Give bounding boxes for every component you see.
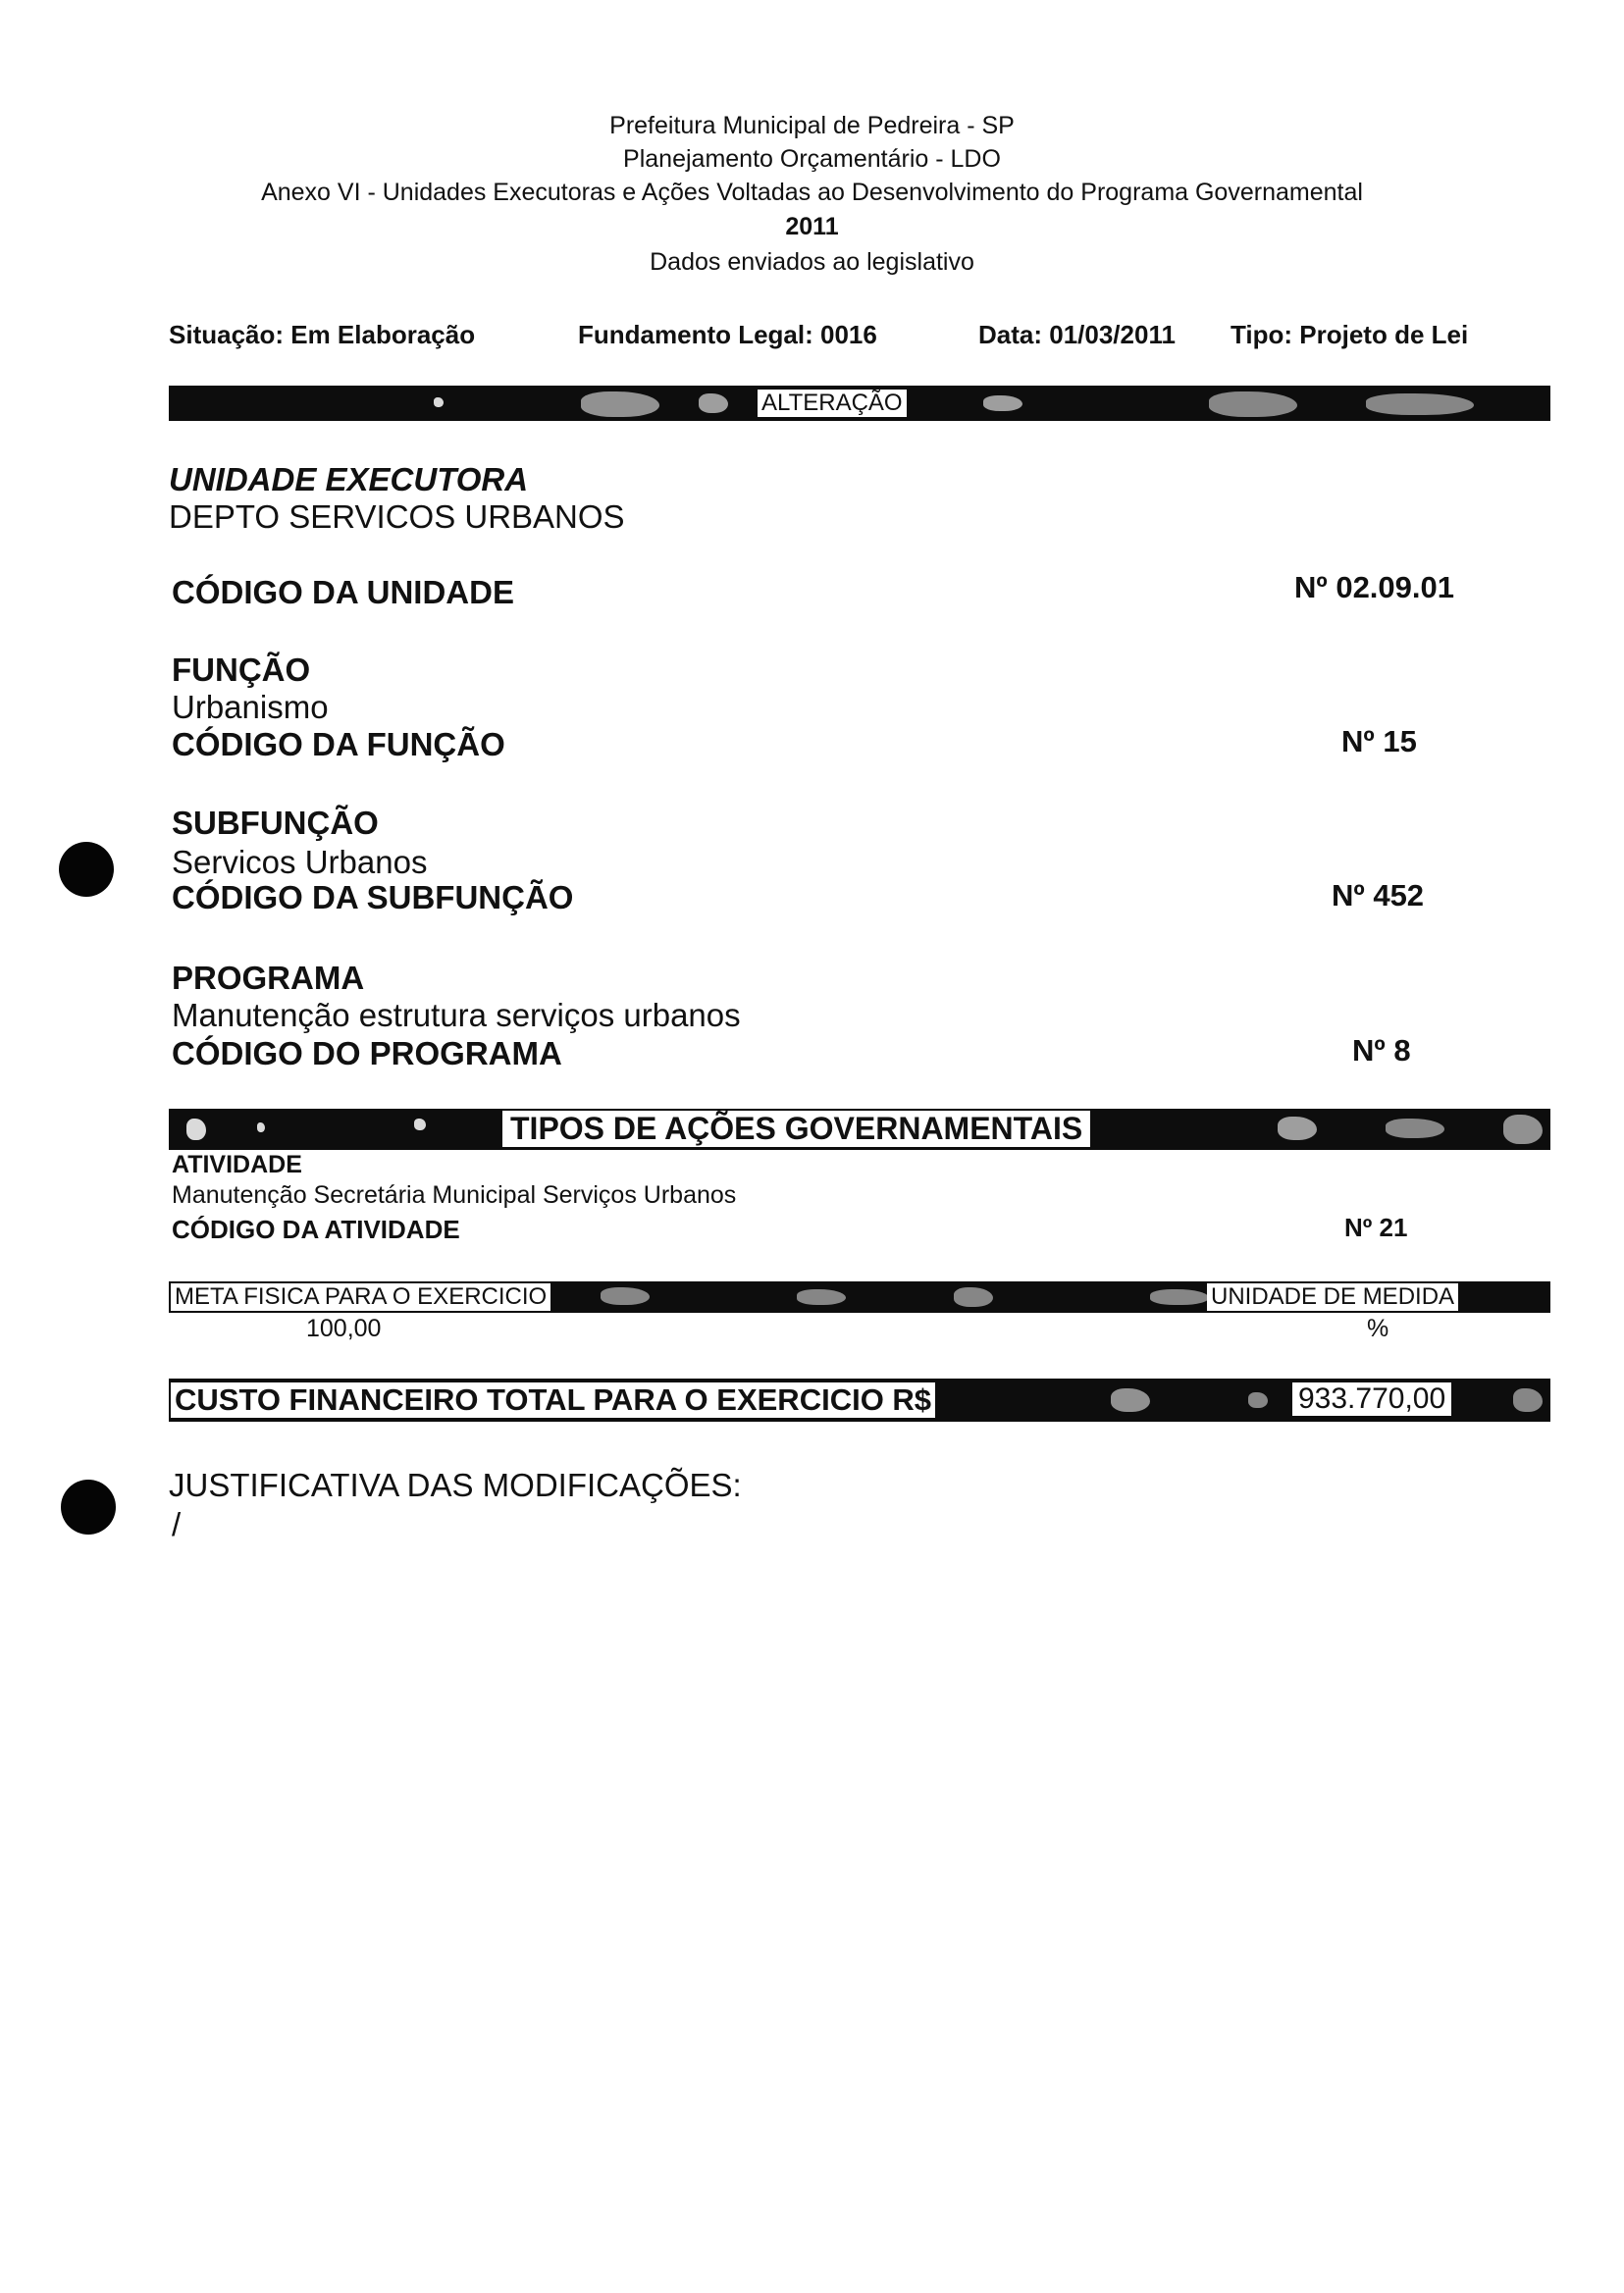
codigo-unidade-label: CÓDIGO DA UNIDADE xyxy=(172,574,514,610)
codigo-subfuncao-label: CÓDIGO DA SUBFUNÇÃO xyxy=(172,879,574,915)
unidade-label: UNIDADE EXECUTORA xyxy=(169,461,529,497)
header-planejamento: Planejamento Orçamentário - LDO xyxy=(623,145,1001,173)
binder-hole-bottom xyxy=(61,1480,116,1535)
atividade-value: Manutenção Secretária Municipal Serviços Urbanos xyxy=(172,1181,737,1209)
codigo-subfuncao-value: Nº 452 xyxy=(1332,878,1425,912)
band-meta-fisica xyxy=(169,1281,1550,1313)
binder-hole-top xyxy=(59,842,114,897)
subfuncao-label: SUBFUNÇÃO xyxy=(172,805,379,841)
unidade-value: DEPTO SERVICOS URBANOS xyxy=(169,498,625,535)
band-tipos-acoes-label: TIPOS DE AÇÕES GOVERNAMENTAIS xyxy=(502,1111,1090,1147)
band-alteracao xyxy=(169,386,1550,421)
programa-label: PROGRAMA xyxy=(172,960,365,996)
codigo-programa-label: CÓDIGO DO PROGRAMA xyxy=(172,1035,562,1071)
meta-tipo: Tipo: Projeto de Lei xyxy=(1231,320,1469,349)
meta-fisica-label: META FISICA PARA O EXERCICIO xyxy=(171,1283,550,1311)
custo-financeiro-value: 933.770,00 xyxy=(1292,1382,1451,1416)
funcao-value: Urbanismo xyxy=(172,689,329,725)
codigo-funcao-value: Nº 15 xyxy=(1341,724,1417,758)
header-prefeitura: Prefeitura Municipal de Pedreira - SP xyxy=(609,112,1015,139)
custo-financeiro-label: CUSTO FINANCEIRO TOTAL PARA O EXERCICIO R$ xyxy=(171,1382,935,1418)
justificativa-value: / xyxy=(172,1506,182,1542)
atividade-label: ATIVIDADE xyxy=(172,1151,302,1178)
header-year: 2011 xyxy=(785,213,839,240)
band-custo-financeiro xyxy=(169,1379,1550,1422)
meta-situacao: Situação: Em Elaboração xyxy=(169,320,476,349)
codigo-programa-value: Nº 8 xyxy=(1352,1033,1411,1068)
meta-data: Data: 01/03/2011 xyxy=(978,320,1176,349)
justificativa-label: JUSTIFICATIVA DAS MODIFICAÇÕES: xyxy=(169,1467,742,1503)
band-alteracao-label: ALTERAÇÃO xyxy=(758,390,907,417)
subfuncao-value: Servicos Urbanos xyxy=(172,844,428,880)
unidade-medida-value: % xyxy=(1367,1315,1389,1342)
band-tipos-acoes xyxy=(169,1109,1550,1150)
codigo-atividade-label: CÓDIGO DA ATIVIDADE xyxy=(172,1215,460,1244)
header-anexo: Anexo VI - Unidades Executoras e Ações Voltadas ao Desenvolvimento do Programa Governamental xyxy=(261,179,1363,206)
meta-fundamento-legal: Fundamento Legal: 0016 xyxy=(578,320,877,349)
codigo-unidade-value: Nº 02.09.01 xyxy=(1294,570,1454,604)
programa-value: Manutenção estrutura serviços urbanos xyxy=(172,997,741,1033)
unidade-medida-label: UNIDADE DE MEDIDA xyxy=(1207,1283,1458,1311)
codigo-funcao-label: CÓDIGO DA FUNÇÃO xyxy=(172,726,505,762)
funcao-label: FUNÇÃO xyxy=(172,651,311,688)
meta-fisica-value: 100,00 xyxy=(306,1315,382,1342)
codigo-atividade-value: Nº 21 xyxy=(1344,1213,1408,1242)
header-dados-enviados: Dados enviados ao legislativo xyxy=(650,248,974,276)
